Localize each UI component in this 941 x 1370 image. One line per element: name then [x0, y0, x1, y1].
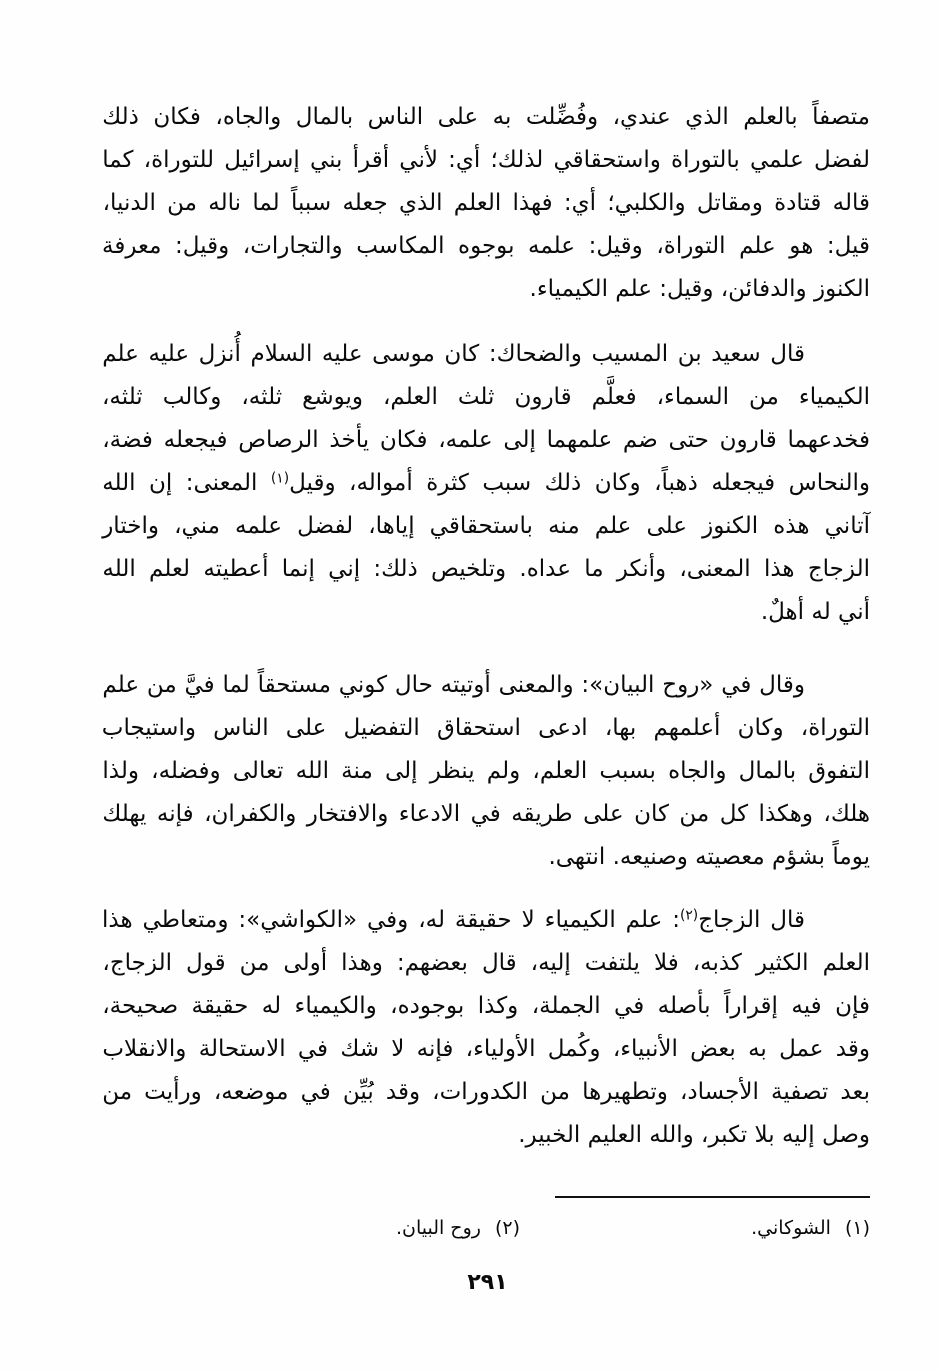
line-text: الكنوز والدفائن، وقيل: علم الكيمياء.	[529, 276, 870, 302]
paragraph	[100, 96, 870, 311]
footnote-marker: (١)	[844, 1217, 870, 1239]
text-line	[100, 899, 805, 942]
text-line	[100, 96, 870, 139]
line-text: وقال في «روح البيان»: والمعنى أوتيته حال كوني مستحقاً لما فيَّ من علم	[102, 672, 805, 698]
line-text: قيل: هو علم التوراة، وقيل: علمه بوجوه المكاسب والتجارات، وقيل: معرفة	[102, 233, 870, 259]
paragraph	[100, 333, 870, 634]
line-text: وصل إليه بلا تكبر، والله العليم الخبير.	[518, 1122, 870, 1148]
line-text: التفوق بالمال والجاه بسبب العلم، ولم ينظر إلى منة الله تعالى وفضله، ولذا	[102, 758, 870, 784]
line-text: الزجاج هذا المعنى، وأنكر ما عداه. وتلخيص ذلك: إني إنما أعطيته لعلم الله	[102, 556, 870, 582]
text-line	[100, 462, 870, 505]
text-line	[100, 505, 870, 548]
line-text: آتاني هذه الكنوز على علم منه باستحقاقي إياها، لفضل علمه مني، واختار	[102, 513, 870, 539]
line-text: التوراة، وكان أعلمهم بها، ادعى استحقاق التفضيل على الناس واستيجاب	[101, 715, 870, 741]
text-line	[100, 419, 870, 462]
footnote-ref-marker: (٢)	[679, 907, 699, 924]
line-text: فإن فيه إقراراً بأصله في الجملة، وكذا بوجوده، والكيمياء له حقيقة صحيحة،	[102, 993, 870, 1019]
line-text: بعد تصفية الأجساد، وتطهيرها من الكدورات، وقد بُيِّن في موضعه، ورأيت من	[102, 1079, 870, 1105]
text-line	[100, 707, 870, 750]
text-line	[100, 548, 870, 591]
line-text: يوماً بشؤم معصيته وصنيعه. انتهى.	[548, 844, 870, 870]
footnote-text: روح البيان.	[395, 1217, 481, 1239]
text-line	[100, 591, 870, 634]
footnotes	[100, 1210, 870, 1246]
paragraph	[100, 664, 870, 879]
page-number: ٢٩١	[467, 1270, 508, 1295]
line-text: فخدعهما قارون حتى ضم علمهما إلى علمه، فكان يأخذ الرصاص فيجعله فضة،	[102, 427, 870, 453]
line-text-segment: : علم الكيمياء لا حقيقة له، وفي «الكواشي»: ومتعاطي هذا	[101, 907, 680, 933]
paragraph	[100, 899, 870, 1157]
line-text-segment: قال الزجاج	[698, 907, 805, 933]
text-line	[100, 1028, 870, 1071]
body-text	[100, 96, 870, 1157]
text-line	[100, 1114, 870, 1157]
text-line	[100, 942, 870, 985]
text-line	[100, 333, 805, 376]
text-line	[100, 1071, 870, 1114]
footnote-marker: (٢)	[494, 1217, 520, 1239]
text-line	[100, 750, 870, 793]
line-text: أني له أهلٌ.	[760, 599, 870, 625]
line-text-segment: والنحاس فيجعله ذهباً، وكان ذلك سبب كثرة أمواله، وقيل	[289, 470, 870, 496]
line-text: وقد عمل به بعض الأنبياء، وكُمل الأولياء، فإنه لا شك في الاستحالة والانقلاب	[102, 1036, 870, 1062]
footnote	[751, 1210, 870, 1246]
line-text: قال سعيد بن المسيب والضحاك: كان موسى عليه السلام أُنزل عليه علم	[102, 341, 805, 367]
line-text	[102, 907, 805, 933]
text-line	[100, 985, 870, 1028]
text-line	[100, 836, 870, 879]
text-line	[100, 376, 870, 419]
text-line	[100, 664, 805, 707]
footnote-separator	[555, 1196, 870, 1198]
line-text: العلم الكثير كذبه، فلا يلتفت إليه، قال بعضهم: وهذا أولى من قول الزجاج،	[102, 950, 870, 976]
footnote-text: الشوكاني.	[751, 1217, 831, 1239]
line-text-segment: المعنى: إن الله	[102, 470, 271, 496]
text-line	[100, 268, 870, 311]
line-text: هلك، وهكذا كل من كان على طريقه في الادعاء والافتخار والكفران، فإنه يهلك	[102, 801, 870, 827]
line-text: قاله قتادة ومقاتل والكلبي؛ أي: فهذا العلم الذي جعله سبباً لما ناله من الدنيا،	[102, 190, 870, 216]
line-text	[102, 470, 870, 496]
footnote	[396, 1210, 520, 1246]
text-line	[100, 139, 870, 182]
text-line	[100, 225, 870, 268]
line-text: لفضل علمي بالتوراة واستحقاقي لذلك؛ أي: لأني أقرأ بني إسرائيل للتوراة، كما	[102, 147, 870, 173]
footnote-ref-marker: (١)	[270, 470, 290, 487]
text-line	[100, 793, 870, 836]
text-line	[100, 182, 870, 225]
line-text: الكيمياء من السماء، فعلَّم قارون ثلث العلم، ويوشع ثلثه، وكالب ثلثه،	[102, 384, 870, 410]
line-text: متصفاً بالعلم الذي عندي، وفُضِّلت به على الناس بالمال والجاه، فكان ذلك	[102, 104, 870, 130]
